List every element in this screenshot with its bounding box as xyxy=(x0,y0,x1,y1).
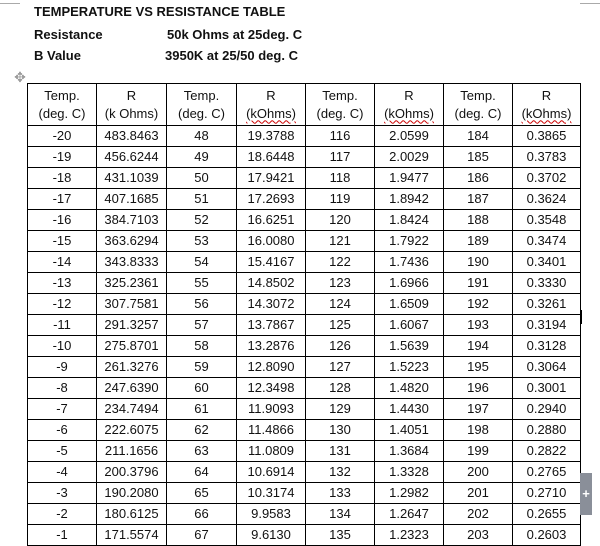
resistance-cell[interactable]: 0.3194 xyxy=(513,315,581,336)
temperature-cell[interactable]: 192 xyxy=(444,294,513,315)
resistance-cell[interactable]: 0.3624 xyxy=(513,189,581,210)
resistance-cell[interactable]: 1.8424 xyxy=(375,210,444,231)
temperature-cell[interactable]: 118 xyxy=(306,168,375,189)
header-line-1: Temp. xyxy=(183,87,220,103)
resistance-cell[interactable]: 0.3401 xyxy=(513,252,581,273)
temperature-cell[interactable]: 57 xyxy=(167,315,237,336)
resistance-cell[interactable]: 1.7922 xyxy=(375,231,444,252)
resistance-cell[interactable]: 16.0080 xyxy=(237,231,306,252)
header-line-2: (k Ohms) xyxy=(104,105,159,121)
resistance-cell[interactable]: 190.2080 xyxy=(97,483,167,504)
table-row xyxy=(28,399,581,420)
resistance-cell[interactable]: 1.4820 xyxy=(375,378,444,399)
page-corner-mark xyxy=(580,0,600,4)
resistance-cell[interactable]: 1.2323 xyxy=(375,525,444,546)
resistance-cell[interactable]: 0.2822 xyxy=(513,441,581,462)
column-header xyxy=(237,84,306,126)
resistance-cell[interactable]: 1.9477 xyxy=(375,168,444,189)
temperature-cell[interactable]: 133 xyxy=(306,483,375,504)
temperature-cell[interactable]: 134 xyxy=(306,504,375,525)
column-header xyxy=(513,84,581,126)
column-header xyxy=(28,84,97,126)
resistance-cell[interactable]: 483.8463 xyxy=(97,126,167,147)
resistance-cell[interactable]: 1.5223 xyxy=(375,357,444,378)
resistance-cell[interactable]: 384.7103 xyxy=(97,210,167,231)
temperature-cell[interactable]: 54 xyxy=(167,252,237,273)
temperature-cell[interactable]: -13 xyxy=(28,273,97,294)
resistance-cell[interactable]: 0.2765 xyxy=(513,462,581,483)
resistance-cell[interactable]: 11.9093 xyxy=(237,399,306,420)
resistance-cell[interactable]: 234.7494 xyxy=(97,399,167,420)
temperature-cell[interactable]: -7 xyxy=(28,399,97,420)
resistance-cell[interactable]: 14.3072 xyxy=(237,294,306,315)
temperature-cell[interactable]: 191 xyxy=(444,273,513,294)
header-unit-text: (kOhms) xyxy=(521,105,572,121)
resistance-cell[interactable]: 200.3796 xyxy=(97,462,167,483)
table-row xyxy=(28,252,581,273)
temperature-cell[interactable]: 202 xyxy=(444,504,513,525)
temperature-cell[interactable]: -1 xyxy=(28,525,97,546)
temperature-cell[interactable]: 48 xyxy=(167,126,237,147)
table-row xyxy=(28,336,581,357)
column-header xyxy=(306,84,375,126)
resistance-cell[interactable]: 1.6067 xyxy=(375,315,444,336)
table-row xyxy=(28,420,581,441)
resistance-cell[interactable]: 1.3328 xyxy=(375,462,444,483)
resistance-cell[interactable]: 16.6251 xyxy=(237,210,306,231)
temperature-cell[interactable]: 128 xyxy=(306,378,375,399)
temperature-cell[interactable]: 135 xyxy=(306,525,375,546)
resistance-cell[interactable]: 13.7867 xyxy=(237,315,306,336)
resistance-cell[interactable]: 1.2982 xyxy=(375,483,444,504)
temperature-cell[interactable]: -8 xyxy=(28,378,97,399)
resistance-cell[interactable]: 325.2361 xyxy=(97,273,167,294)
table-move-handle-icon[interactable]: ✥ xyxy=(14,69,26,85)
temperature-cell[interactable]: 124 xyxy=(306,294,375,315)
resistance-cell[interactable]: 0.3702 xyxy=(513,168,581,189)
resistance-cell[interactable]: 1.5639 xyxy=(375,336,444,357)
temperature-cell[interactable]: 122 xyxy=(306,252,375,273)
resistance-cell[interactable]: 1.4430 xyxy=(375,399,444,420)
resistance-cell[interactable]: 0.3865 xyxy=(513,126,581,147)
table-row xyxy=(28,147,581,168)
temperature-cell[interactable]: 62 xyxy=(167,420,237,441)
temperature-cell[interactable]: 51 xyxy=(167,189,237,210)
header-line-2: (deg. C) xyxy=(178,105,225,121)
temperature-cell[interactable]: 200 xyxy=(444,462,513,483)
table-row xyxy=(28,168,581,189)
table-row xyxy=(28,273,581,294)
resistance-cell[interactable]: 1.8942 xyxy=(375,189,444,210)
resistance-cell[interactable]: 180.6125 xyxy=(97,504,167,525)
header-line-2: (deg. C) xyxy=(38,105,86,121)
resistance-cell[interactable]: 343.8333 xyxy=(97,252,167,273)
temperature-cell[interactable]: 197 xyxy=(444,399,513,420)
temperature-cell[interactable]: 123 xyxy=(306,273,375,294)
temperature-cell[interactable]: 186 xyxy=(444,168,513,189)
resistance-cell[interactable]: 12.3498 xyxy=(237,378,306,399)
resistance-cell[interactable]: 19.3788 xyxy=(237,126,306,147)
resistance-cell[interactable]: 17.9421 xyxy=(237,168,306,189)
resistance-cell[interactable]: 2.0599 xyxy=(375,126,444,147)
column-header xyxy=(97,84,167,126)
temperature-resistance-table xyxy=(27,83,581,546)
temperature-cell[interactable]: 127 xyxy=(306,357,375,378)
header-line-1: Temp. xyxy=(44,87,80,103)
header-line-2: (deg. C) xyxy=(316,105,364,121)
header-line-2 xyxy=(237,105,305,123)
resistance-cell[interactable]: 0.3001 xyxy=(513,378,581,399)
temperature-cell[interactable]: -6 xyxy=(28,420,97,441)
header-line-1: R xyxy=(266,87,276,103)
header-unit-text: (kOhms) xyxy=(246,105,296,121)
temperature-cell[interactable]: 58 xyxy=(167,336,237,357)
temperature-cell[interactable]: -3 xyxy=(28,483,97,504)
temperature-cell[interactable]: 131 xyxy=(306,441,375,462)
temperature-cell[interactable]: 56 xyxy=(167,294,237,315)
table-row xyxy=(28,504,581,525)
temperature-cell[interactable]: 201 xyxy=(444,483,513,504)
resistance-cell[interactable]: 307.7581 xyxy=(97,294,167,315)
resistance-cell[interactable]: 0.3261 xyxy=(513,294,581,315)
temperature-cell[interactable]: -18 xyxy=(28,168,97,189)
b-value-label: B Value xyxy=(34,48,81,63)
resistance-cell[interactable]: 13.2876 xyxy=(237,336,306,357)
resistance-cell[interactable]: 2.0029 xyxy=(375,147,444,168)
resistance-cell[interactable]: 0.2940 xyxy=(513,399,581,420)
resistance-cell[interactable]: 1.6509 xyxy=(375,294,444,315)
header-unit-text: (kOhms) xyxy=(384,105,434,121)
header-line-1: Temp. xyxy=(322,87,358,103)
temperature-cell[interactable]: 65 xyxy=(167,483,237,504)
temperature-cell[interactable]: 185 xyxy=(444,147,513,168)
temperature-cell[interactable]: 116 xyxy=(306,126,375,147)
temperature-cell[interactable]: 187 xyxy=(444,189,513,210)
text-cursor xyxy=(580,310,582,324)
header-line-1: R xyxy=(541,87,552,103)
temperature-cell[interactable]: 121 xyxy=(306,231,375,252)
temperature-cell[interactable]: 184 xyxy=(444,126,513,147)
temperature-cell[interactable]: -5 xyxy=(28,441,97,462)
resistance-cell[interactable]: 0.3064 xyxy=(513,357,581,378)
resistance-cell[interactable]: 17.2693 xyxy=(237,189,306,210)
temperature-cell[interactable]: 198 xyxy=(444,420,513,441)
header-line-2 xyxy=(375,105,443,123)
temperature-cell[interactable]: 189 xyxy=(444,231,513,252)
temperature-cell[interactable]: -4 xyxy=(28,462,97,483)
table-row xyxy=(28,210,581,231)
resistance-cell[interactable]: 0.3474 xyxy=(513,231,581,252)
temperature-cell[interactable]: -15 xyxy=(28,231,97,252)
table-row xyxy=(28,462,581,483)
temperature-cell[interactable]: -17 xyxy=(28,189,97,210)
resistance-cell[interactable]: 12.8090 xyxy=(237,357,306,378)
temperature-cell[interactable]: -16 xyxy=(28,210,97,231)
resistance-cell[interactable]: 222.6075 xyxy=(97,420,167,441)
resistance-label: Resistance xyxy=(34,27,103,42)
resistance-cell[interactable]: 1.2647 xyxy=(375,504,444,525)
temperature-cell[interactable]: -12 xyxy=(28,294,97,315)
resistance-cell[interactable]: 10.6914 xyxy=(237,462,306,483)
header-line-1: R xyxy=(126,87,137,103)
temperature-cell[interactable]: 60 xyxy=(167,378,237,399)
table-header-row xyxy=(28,84,581,126)
resistance-cell[interactable]: 291.3257 xyxy=(97,315,167,336)
table-row xyxy=(28,441,581,462)
document-title: TEMPERATURE VS RESISTANCE TABLE xyxy=(34,4,286,19)
resistance-cell[interactable]: 261.3276 xyxy=(97,357,167,378)
resistance-cell[interactable]: 15.4167 xyxy=(237,252,306,273)
b-value-value: 3950K at 25/50 deg. C xyxy=(165,48,298,63)
temperature-cell[interactable]: 66 xyxy=(167,504,237,525)
resistance-cell[interactable]: 171.5574 xyxy=(97,525,167,546)
resistance-cell[interactable]: 0.2603 xyxy=(513,525,581,546)
temperature-cell[interactable]: 194 xyxy=(444,336,513,357)
header-line-2: (deg. C) xyxy=(454,105,502,121)
resistance-cell[interactable]: 247.6390 xyxy=(97,378,167,399)
temperature-cell[interactable]: -2 xyxy=(28,504,97,525)
table-row xyxy=(28,231,581,252)
table-row xyxy=(28,357,581,378)
temperature-cell[interactable]: 64 xyxy=(167,462,237,483)
table-row xyxy=(28,126,581,147)
temperature-cell[interactable]: 196 xyxy=(444,378,513,399)
resistance-cell[interactable]: 0.3783 xyxy=(513,147,581,168)
header-line-2 xyxy=(513,105,580,123)
temperature-cell[interactable]: 188 xyxy=(444,210,513,231)
temperature-cell[interactable]: 59 xyxy=(167,357,237,378)
temperature-cell[interactable]: 49 xyxy=(167,147,237,168)
temperature-cell[interactable]: 129 xyxy=(306,399,375,420)
resistance-cell[interactable]: 14.8502 xyxy=(237,273,306,294)
resistance-cell[interactable]: 275.8701 xyxy=(97,336,167,357)
resistance-cell[interactable]: 456.6244 xyxy=(97,147,167,168)
temperature-cell[interactable]: 130 xyxy=(306,420,375,441)
resistance-cell[interactable]: 0.3548 xyxy=(513,210,581,231)
resistance-cell[interactable]: 9.6130 xyxy=(237,525,306,546)
page-corner-mark xyxy=(0,0,20,4)
temperature-cell[interactable]: 132 xyxy=(306,462,375,483)
temperature-cell[interactable]: 120 xyxy=(306,210,375,231)
temperature-cell[interactable]: 119 xyxy=(306,189,375,210)
temperature-cell[interactable]: 199 xyxy=(444,441,513,462)
resistance-cell[interactable]: 431.1039 xyxy=(97,168,167,189)
resistance-cell[interactable]: 1.6966 xyxy=(375,273,444,294)
resistance-cell[interactable]: 11.4866 xyxy=(237,420,306,441)
table-row xyxy=(28,378,581,399)
temperature-cell[interactable]: 67 xyxy=(167,525,237,546)
temperature-cell[interactable]: -20 xyxy=(28,126,97,147)
column-header xyxy=(167,84,237,126)
temperature-cell[interactable]: 63 xyxy=(167,441,237,462)
temperature-cell[interactable]: -14 xyxy=(28,252,97,273)
resistance-cell[interactable]: 10.3174 xyxy=(237,483,306,504)
resistance-cell[interactable]: 9.9583 xyxy=(237,504,306,525)
column-header xyxy=(375,84,444,126)
resistance-value: 50k Ohms at 25deg. C xyxy=(167,27,303,42)
temperature-cell[interactable]: -19 xyxy=(28,147,97,168)
resistance-cell[interactable]: 0.2710 xyxy=(513,483,581,504)
table-row xyxy=(28,189,581,210)
temperature-cell[interactable]: 195 xyxy=(444,357,513,378)
temperature-cell[interactable]: 50 xyxy=(167,168,237,189)
resistance-cell[interactable]: 1.4051 xyxy=(375,420,444,441)
temperature-cell[interactable]: 52 xyxy=(167,210,237,231)
table-row xyxy=(28,315,581,336)
add-row-button[interactable]: + xyxy=(580,473,592,515)
resistance-cell[interactable]: 211.1656 xyxy=(97,441,167,462)
temperature-cell[interactable]: -11 xyxy=(28,315,97,336)
table-row xyxy=(28,294,581,315)
temperature-cell[interactable]: 193 xyxy=(444,315,513,336)
temperature-cell[interactable]: 117 xyxy=(306,147,375,168)
resistance-cell[interactable]: 0.2880 xyxy=(513,420,581,441)
resistance-cell[interactable]: 11.0809 xyxy=(237,441,306,462)
table-row xyxy=(28,483,581,504)
resistance-cell[interactable]: 0.3330 xyxy=(513,273,581,294)
temperature-cell[interactable]: -10 xyxy=(28,336,97,357)
temperature-cell[interactable]: 125 xyxy=(306,315,375,336)
temperature-cell[interactable]: -9 xyxy=(28,357,97,378)
resistance-cell[interactable]: 363.6294 xyxy=(97,231,167,252)
column-header xyxy=(444,84,513,126)
temperature-cell[interactable]: 190 xyxy=(444,252,513,273)
temperature-cell[interactable]: 203 xyxy=(444,525,513,546)
resistance-cell[interactable]: 1.7436 xyxy=(375,252,444,273)
resistance-cell[interactable]: 0.2655 xyxy=(513,504,581,525)
temperature-cell[interactable]: 53 xyxy=(167,231,237,252)
header-line-1: Temp. xyxy=(460,87,496,103)
temperature-cell[interactable]: 55 xyxy=(167,273,237,294)
resistance-cell[interactable]: 0.3128 xyxy=(513,336,581,357)
resistance-cell[interactable]: 1.3684 xyxy=(375,441,444,462)
temperature-cell[interactable]: 61 xyxy=(167,399,237,420)
table-row xyxy=(28,525,581,546)
resistance-cell[interactable]: 18.6448 xyxy=(237,147,306,168)
temperature-cell[interactable]: 126 xyxy=(306,336,375,357)
resistance-cell[interactable]: 407.1685 xyxy=(97,189,167,210)
header-line-1: R xyxy=(404,87,414,103)
